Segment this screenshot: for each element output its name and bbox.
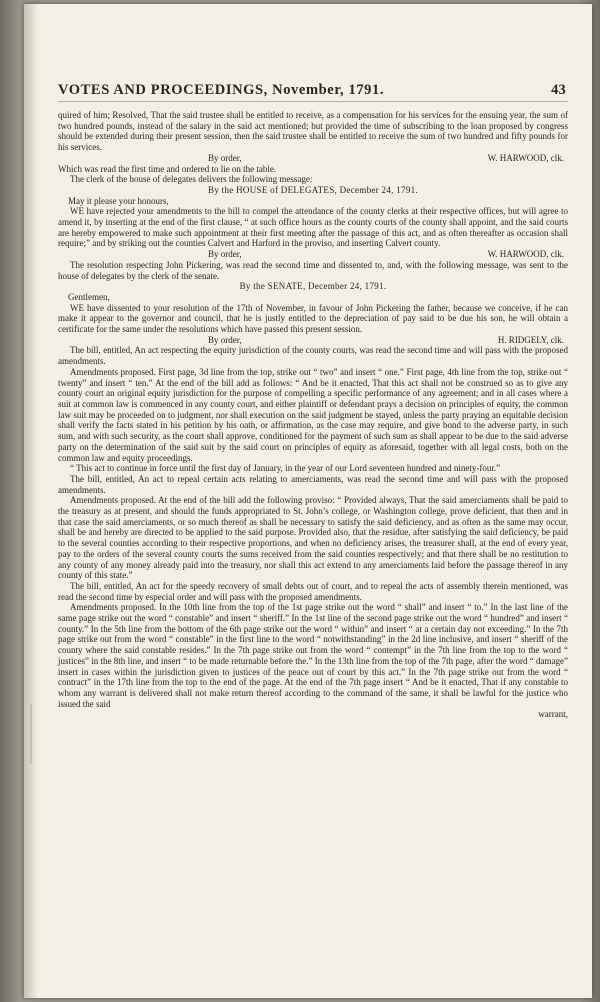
- heading-house-of-delegates: By the HOUSE of DELEGATES, December 24, 1791.: [208, 184, 418, 195]
- paragraph-first-reading: Which was read the first time and ordered to lie on the table.: [58, 163, 277, 174]
- signature-clerk: H. RIDGELY, clk.: [497, 334, 564, 345]
- signature-by-order: By order,: [208, 152, 242, 163]
- salutation: Gentlemen,: [68, 291, 110, 302]
- page-fold-mark: [30, 704, 32, 764]
- paragraph-county-clerks: WE have rejected your amendments to the bill to compel the attendance of the county clerks at their respective offices, but will agree to amend it, by inserting at the end of the first clause, “ at such office hours as the county courts of the county shall appoint, and the said courts are hereby empowered to make such appointment at their first meeting after the passage of this act, and as often thereafter as occasion shall require;” and by striking out the counties Calvert and Harford in the proviso, and inserting Calvert county.: [58, 206, 568, 249]
- paragraph-pickering-resolution: The resolution respecting John Pickering, was read the second time and dissented to, and, with the following message, was sent to the house of delegates by the clerk of the senate.: [58, 259, 568, 281]
- salutation: May it please your honours,: [68, 195, 169, 206]
- heading-senate: By the SENATE, December 24, 1791.: [239, 281, 387, 292]
- signature-clerk: W. HARWOOD, clk.: [487, 152, 564, 163]
- signature-block: [58, 249, 568, 260]
- paragraph-pickering-dissent: WE have dissented to your resolution of the 17th of November, in favour of John Pickering the father, because we conceive, if he can make it appear to the governor and council, that he is justly entitled to the depreciation of pay said to be due his son, he will obtain a certificate for the same under the resolutions which have passed this present session.: [58, 302, 568, 335]
- paragraph-equity-bill: The bill, entitled, An act respecting the equity jurisdiction of the county courts, was read the second time and will pass with the proposed amendments.: [58, 345, 568, 367]
- page-title: VOTES AND PROCEEDINGS, November, 1791.: [58, 82, 385, 98]
- paragraph-equity-continuance: “ This act to continue in force until the first day of January, in the year of our Lord seventeen hundred and ninety-four.”: [70, 463, 501, 474]
- paragraph-amerciaments-amendments: Amendments proposed. At the end of the bill add the following proviso: “ Provided always, That the said amerciaments shall be paid to the treasury as at present, and should the funds appropriated to St. John’s college, or Washington college, prove deficient, that then and in that case the said amerciaments, or so much thereof as shall be necessary to satisfy the said deficiency, and as often as the same may occur, shall be and hereby are directed to be applied to the said purpose. Provided also, that the residue, after satisfying the said deficiency, be paid to the several counties according to their respective proportions, and when no deficiency arises, the treasurer shall, at the end of every year, pay to the orders of the several county courts the sums received from the said counties respectively; and that there shall be no restitution to any county of any money already paid into the treasury, nor shall this act extend to any amerciaments laid before the passage thereof in any county of this state.”: [58, 495, 568, 581]
- paragraph-amerciaments-bill: The bill, entitled, An act to repeal certain acts relating to amerciaments, was read the second time and will pass with the proposed amendments.: [58, 473, 568, 495]
- catchword: warrant,: [538, 709, 568, 720]
- signature-clerk: W. HARWOOD, clk.: [487, 249, 564, 260]
- signature-block: [58, 335, 568, 346]
- paragraph-trustee-resolution: quired of him; Resolved, That the said trustee shall be entitled to receive, as a compensation for his services for the ensuing year, the sum of two hundred pounds, instead of the salary in the said act mentioned; but provided the time of subscribing to the loan proposed by congress should be extended during their present session, then the said trustee shall be entitled to receive the sum of two hundred and fifty pounds for his services.: [58, 110, 568, 153]
- paragraph-clerk-message: The clerk of the house of delegates delivers the following message:: [70, 174, 313, 185]
- paragraph-small-debts-amendments: Amendments proposed. In the 10th line from the top of the 1st page strike out the word “ shall” and insert “ to.” In the last line of the same page strike out the word “ constable” and insert “ sheriff.” In the 1st line of the second page strike out the word “ hundred” and insert “ county.” In the 5th line from the bottom of the 6th page strike out the word “ within” and insert “ at a certain day not exceeding.” In the 7th page strike out from the word “ constable” in the first line to the word “ notwithstanding” in the 2d line inclusive, and insert “ sheriff of the county where the said constable resides.” In the 7th page strike out from the word “ contempt” in the 7th line from the top to the word “ justices” in the 8th line, and insert “ to be made returnable before the.” In the 13th line from the top of the 7th page, after the word “ damage” insert in cases within the jurisdiction given to justices of the peace out of court by this act.” In the 7th page strike out from the word “ contract” in the 17th line from the top to the end of the page. At the end of the 7th page insert “ And be it enacted, That if any constable to whom any warrant is delivered shall not make return thereof according to the command of the same, it shall be lawful for the justice who issued the said: [58, 602, 568, 709]
- signature-block: [58, 153, 568, 164]
- paragraph-equity-amendments: Amendments proposed. First page, 3d line from the top, strike out “ two” and insert “ one.” First page, 4th line from the top, strike out “ twenty” and insert “ ten.” At the end of the bill add as follows: “ And be it enacted, That this act shall not be construed so as to give any county court an original equity jurisdiction for the purpose of compelling a specific performance of any agreement; and in all cases where a suit at common law is commenced in any county court, and either plaintiff or defendant prays a decision on principles of equity, the common law suit may be proceeded on to judgment, nor shall execution on the said judgment be stayed, unless the party praying an equitable decision shall verify the facts stated in his petition by his oath, or affirmation, as the case may require, and give bond to the adverse party, in such sum, and with such security, as the court shall approve, conditioned for the payment of such sum as shall appear to be due to the said adverse party on the determination of the said suit by the said court on principles of equity as aforesaid, together with all legal costs, both on the common law and equity proceedings.: [58, 366, 568, 463]
- page-number: 43: [551, 82, 566, 98]
- signature-by-order: By order,: [208, 334, 242, 345]
- paragraph-small-debts-bill: The bill, entitled, An act for the speedy recovery of small debts out of court, and to repeal the acts of assembly therein mentioned, was read the second time by especial order and will pass with the proposed amendments.: [58, 580, 568, 602]
- running-header: [58, 82, 568, 102]
- signature-by-order: By order,: [208, 249, 242, 260]
- scanned-page: [24, 4, 592, 998]
- page-content: [58, 10, 568, 720]
